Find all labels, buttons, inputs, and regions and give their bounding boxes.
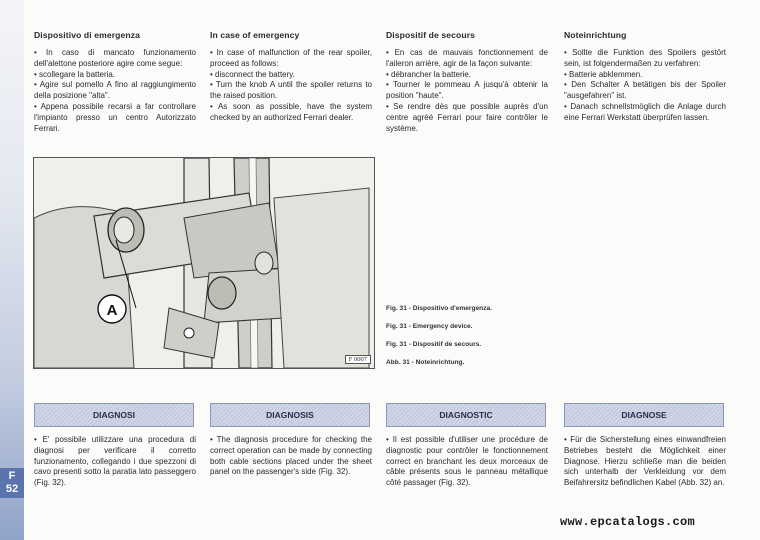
paragraph: • Il est possible d'utiliser une procédure de diagnostic pour contrôler le fonctionnement correct en branchant les deux morceaux de câble présents sous le panneau métallique côté passager (Fig. 32). (386, 435, 548, 488)
paragraph: • E' possibile utilizzare una procedura di diagnosi per verificare il corretto funzionamento, collegando i due spezzoni di cavo presenti sotto la paratia lato passeggero (Fig. 32). (34, 435, 196, 488)
section-banner-diagnostic: DIAGNOSTIC (386, 403, 546, 427)
column-german (564, 30, 726, 124)
column-title: Dispositif de secours (386, 30, 476, 40)
column-english (210, 30, 372, 124)
paragraph: • débrancher la batterie. (386, 69, 472, 79)
paragraph: • Den Schalter A betätigen bis der Spoiler "ausgefahren" ist. (564, 80, 726, 101)
paragraph: • Tourner le pommeau A jusqu'à obtenir la position "haute". (386, 80, 548, 101)
diagnosis-italian (34, 435, 196, 489)
paragraph: • Sollte die Funktion des Spoilers gestört sein, ist folgendermaßen zu verfahren: (564, 48, 726, 68)
watermark-url: www.epcatalogs.com (560, 515, 696, 529)
paragraph: • Für die Sicherstellung eines einwandfreien Betriebes besteht die Möglichkeit einer Diagnose. Hierzu schließe man die beiden sich unterhalb der Verkleidung vor dem Beifahrersitz befindlichen Kabel (Abb. 32) an. (564, 435, 726, 488)
paragraph: • scollegare la batteria. (34, 69, 116, 79)
column-french (386, 30, 548, 134)
section-banner-diagnose: DIAGNOSE (564, 403, 724, 427)
emergency-device-illustration (33, 157, 375, 369)
caption-italian: Fig. 31 - Dispositivo d'emergenza. (386, 305, 492, 312)
callout-label: A (106, 302, 118, 319)
column-italian (34, 30, 196, 134)
section-letter: F (8, 470, 16, 482)
section-banner-diagnosi: DIAGNOSI (34, 403, 194, 427)
paragraph: • In case of malfunction of the rear spoiler, proceed as follows: (210, 48, 372, 68)
mechanism-drawing (34, 158, 374, 368)
paragraph: • disconnect the battery. (210, 69, 295, 79)
figure-captions (386, 305, 492, 377)
paragraph: • Danach schnellstmöglich die Anlage durch eine Ferrari Werkstatt überprüfen lassen. (564, 101, 726, 122)
diagnosis-english (210, 435, 372, 478)
caption-english: Fig. 31 - Emergency device. (386, 323, 473, 330)
paragraph: • Agire sul pomello A fino al raggiungimento della posizione "alta". (34, 80, 196, 101)
paragraph: • As soon as possible, have the system checked by an authorized Ferrari dealer. (210, 101, 372, 122)
paragraph: • In caso di mancato funzionamento dell'alettone posteriore agire come segue: (34, 48, 196, 68)
page-tab (0, 468, 24, 498)
caption-german: Abb. 31 - Noteinrichtung. (386, 359, 465, 366)
side-margin (0, 0, 24, 540)
column-title: In case of emergency (210, 30, 300, 40)
paragraph: • Turn the knob A until the spoiler returns to the raised position. (210, 80, 372, 101)
paragraph: • The diagnosis procedure for checking the correct operation can be made by connecting both cable sections placed under the sheet panel on the passenger's side (Fig. 32). (210, 435, 372, 477)
caption-french: Fig. 31 - Dispositif de secours. (386, 341, 482, 348)
column-title: Dispositivo di emergenza (34, 30, 141, 40)
diagnosis-german (564, 435, 726, 489)
paragraph: • En cas de mauvais fonctionnement de l'aileron arrière, agir de la façon suivante: (386, 48, 548, 68)
paragraph: • Se rendre dès que possible auprès d'un centre agréé Ferrari pour faire contrôler le système. (386, 101, 548, 133)
page-number: 52 (5, 483, 19, 495)
section-banner-diagnosis: DIAGNOSIS (210, 403, 370, 427)
diagnosis-french (386, 435, 548, 489)
figure-code: F 0007 (345, 355, 371, 364)
column-title: Noteinrichtung (564, 30, 627, 40)
paragraph: • Batterie abklemmen. (564, 69, 643, 79)
paragraph: • Appena possibile recarsi a far controllare l'impianto presso un centro Autorizzato Ferrari. (34, 101, 196, 133)
